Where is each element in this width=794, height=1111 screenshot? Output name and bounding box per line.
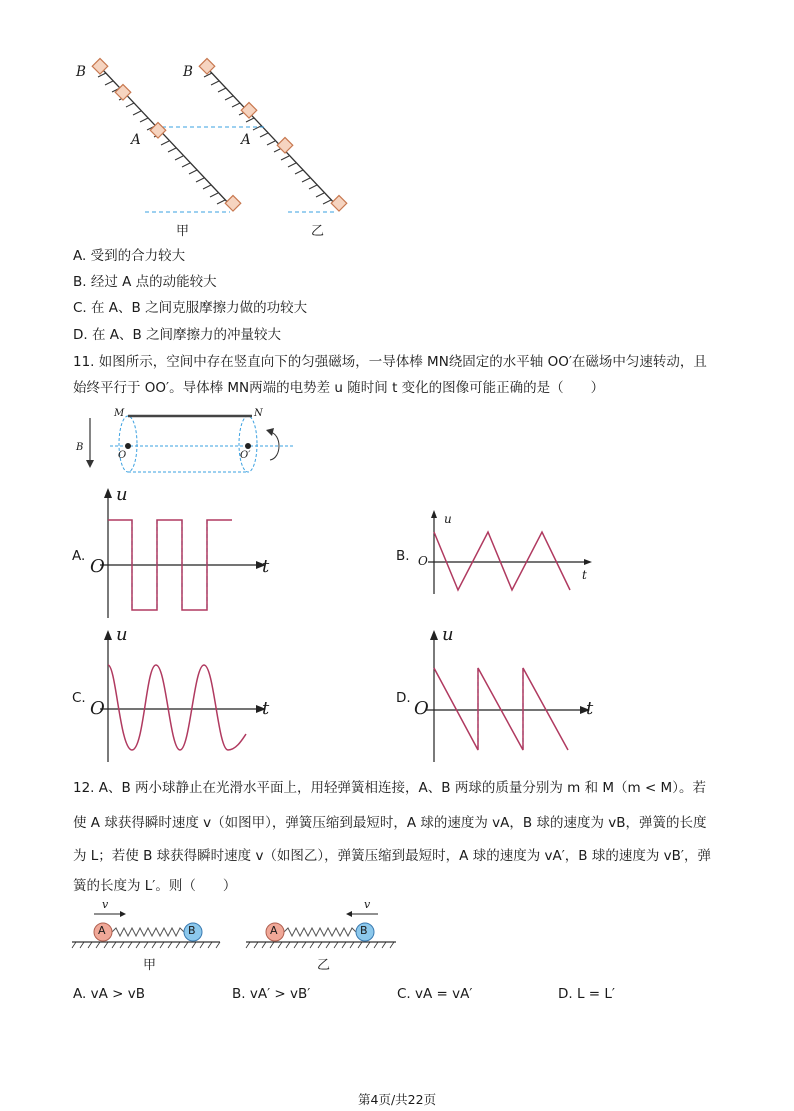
incline-right-label-b: B: [183, 64, 193, 80]
graph-d: [420, 630, 600, 765]
graph-b-option: B.: [396, 548, 410, 564]
graph-a-origin: O: [90, 556, 105, 577]
q11-stem-line2: 始终平行于 OO′。导体棒 MN两端的电势差 u 随时间 t 变化的图像可能正确的是（ ）: [73, 380, 605, 396]
spring-caption-right: 乙: [317, 958, 331, 973]
rotating-rod-figure: [70, 406, 300, 476]
incline-figure: [60, 55, 360, 245]
spring-ball-figure: [70, 900, 410, 960]
q12-stem-line2: 使 A 球获得瞬时速度 v（如图甲），弹簧压缩到最短时，A 球的速度为 vA，B 球的速度为 vB，弹簧的长度: [73, 815, 707, 831]
q12-option-a: A. vA > vB: [73, 986, 145, 1002]
graph-c: [90, 630, 280, 765]
ball-a-left: A: [98, 924, 106, 937]
q11-stem-line1: 11. 如图所示，空间中存在竖直向下的匀强磁场，一导体棒 MN绕固定的水平轴 OO′在磁场中匀速转动，且: [73, 354, 707, 370]
fig-left-v-label: v: [102, 898, 109, 911]
graph-b-t-label: t: [582, 568, 587, 582]
q12-option-c: C. vA = vA′: [397, 986, 473, 1002]
graph-a-t-label: t: [262, 556, 270, 577]
rod-label-n: N: [254, 408, 263, 419]
graph-a-u-label: u: [116, 484, 128, 505]
ball-a-right: A: [270, 924, 278, 937]
graph-d-origin: O: [414, 698, 429, 719]
page-number: 第4页/共22页: [358, 1092, 437, 1107]
incline-left-label-b: B: [76, 64, 86, 80]
graph-c-origin: O: [90, 698, 105, 719]
graph-d-option: D.: [396, 690, 411, 706]
axis-label-o-prime: O′: [240, 450, 251, 461]
graph-c-option: C.: [72, 690, 86, 706]
spring-caption-left: 甲: [143, 958, 157, 973]
incline-caption-left: 甲: [176, 224, 190, 239]
q12-option-b: B. vA′ > vB′: [232, 986, 311, 1002]
incline-caption-right: 乙: [311, 224, 325, 239]
q12-stem-line4: 簧的长度为 L′。则（ ）: [73, 878, 237, 894]
q10-option-c: C. 在 A、B 之间克服摩擦力做的功较大: [73, 300, 308, 316]
graph-c-u-label: u: [116, 624, 128, 645]
graph-d-t-label: t: [586, 698, 594, 719]
incline-right-label-a: A: [241, 132, 251, 148]
field-label-b: B: [76, 442, 84, 453]
ball-b-right: B: [360, 924, 368, 937]
graph-a-option: A.: [72, 548, 86, 564]
graph-b-origin: O: [418, 554, 428, 568]
graph-b-u-label: u: [444, 512, 452, 526]
q12-stem-line1: 12. A、B 两小球静止在光滑水平面上，用轻弹簧相连接，A、B 两球的质量分别为 m 和 M（m < M）。若: [73, 780, 706, 796]
q10-option-b: B. 经过 A 点的动能较大: [73, 274, 217, 290]
q10-option-d: D. 在 A、B 之间摩擦力的冲量较大: [73, 327, 282, 343]
q12-stem-line3: 为 L；若使 B 球获得瞬时速度 v（如图乙），弹簧压缩到最短时，A 球的速度为 vA′，B 球的速度为 vB′，弹: [73, 848, 711, 864]
axis-label-o: O: [118, 450, 127, 461]
graph-a: [90, 488, 280, 623]
graph-d-u-label: u: [442, 624, 454, 645]
graph-c-t-label: t: [262, 698, 270, 719]
ball-b-left: B: [188, 924, 196, 937]
q10-option-a: A. 受到的合力较大: [73, 248, 186, 264]
q12-option-d: D. L = L′: [558, 986, 615, 1002]
rod-label-m: M: [114, 408, 125, 419]
incline-left-label-a: A: [131, 132, 141, 148]
fig-right-v-label: v: [364, 898, 371, 911]
